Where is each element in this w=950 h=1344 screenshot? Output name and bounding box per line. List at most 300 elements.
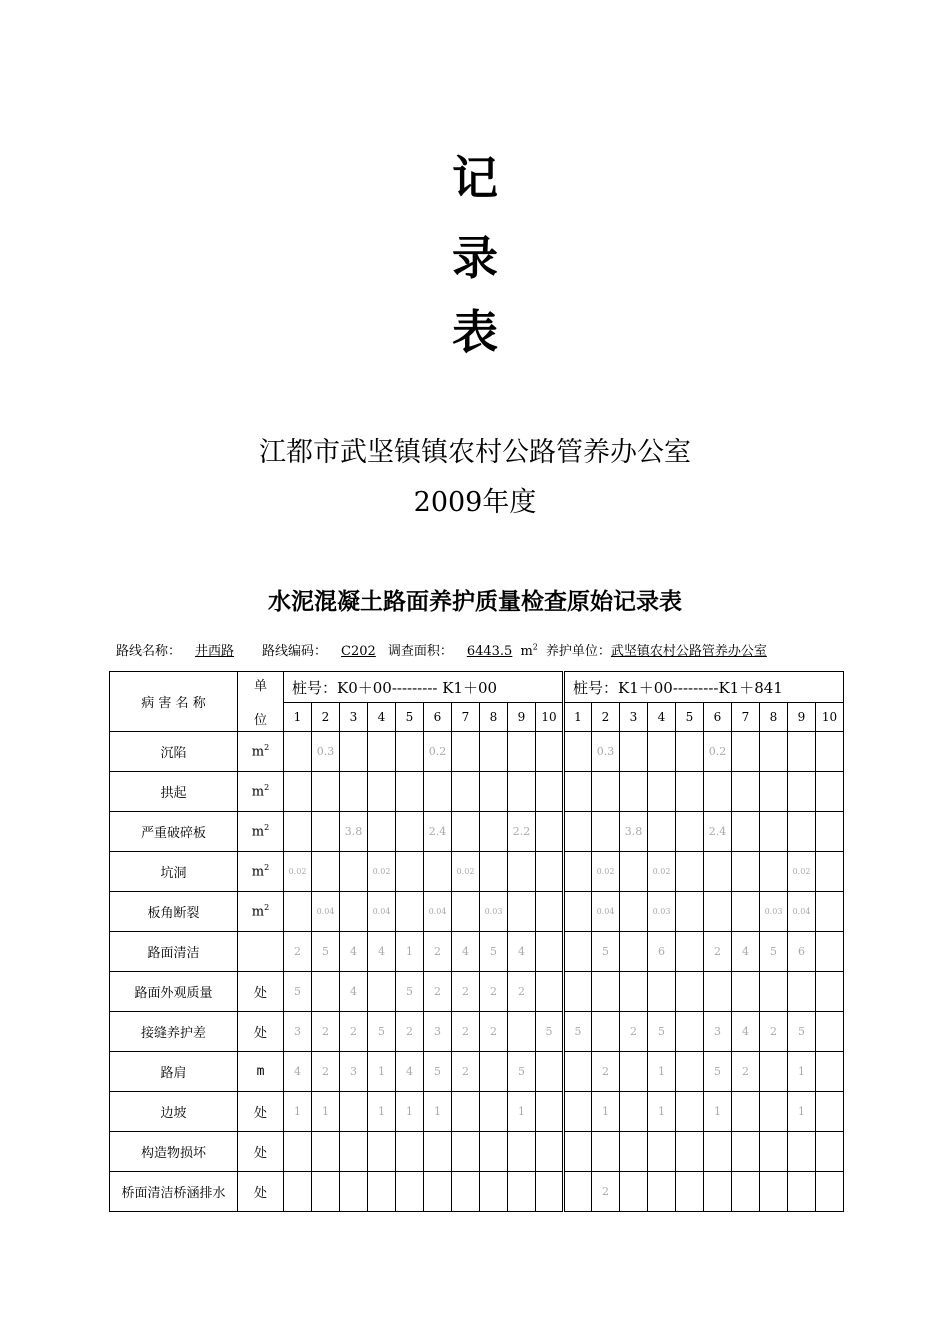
value-cell: 1 [396, 932, 424, 972]
table-row [110, 932, 844, 972]
value-cell: 0.3 [592, 732, 620, 772]
value-cell [452, 1132, 480, 1172]
table-row [110, 772, 844, 812]
value-cell [620, 772, 648, 812]
column-number: 1 [564, 703, 592, 732]
table-row [110, 892, 844, 932]
route-name-value: 井西路 [195, 644, 235, 659]
value-cell: 0.3 [312, 732, 340, 772]
value-cell: 1 [648, 1092, 676, 1132]
value-cell [816, 1172, 844, 1212]
value-cell: 5 [368, 1012, 396, 1052]
column-number: 9 [788, 703, 816, 732]
value-cell [424, 852, 452, 892]
value-cell [312, 1132, 340, 1172]
table-title: 水泥混凝土路面养护质量检查原始记录表 [268, 589, 682, 615]
value-cell: 2 [508, 972, 536, 1012]
cover-char-2: 录 [452, 231, 498, 285]
value-cell [732, 852, 760, 892]
value-cell [676, 932, 704, 972]
value-cell [620, 1052, 648, 1092]
value-cell [424, 772, 452, 812]
header-segment-1: 桩号：K0＋00--------- K1＋00 [284, 672, 564, 703]
value-cell [312, 1172, 340, 1212]
value-cell: 1 [424, 1092, 452, 1132]
value-cell [284, 1132, 312, 1172]
column-number: 7 [732, 703, 760, 732]
value-cell [592, 1012, 620, 1052]
value-cell [396, 1172, 424, 1212]
value-cell [396, 1132, 424, 1172]
value-cell [508, 1012, 536, 1052]
column-number: 3 [620, 703, 648, 732]
value-cell [648, 732, 676, 772]
value-cell [564, 972, 592, 1012]
value-cell: 1 [788, 1092, 816, 1132]
value-cell: 2 [312, 1012, 340, 1052]
value-cell: 0.04 [788, 892, 816, 932]
value-cell [564, 732, 592, 772]
value-cell: 5 [788, 1012, 816, 1052]
disease-name: 路肩 [110, 1052, 238, 1092]
value-cell [760, 1172, 788, 1212]
value-cell [536, 732, 564, 772]
value-cell [396, 892, 424, 932]
value-cell: 1 [312, 1092, 340, 1132]
value-cell [732, 732, 760, 772]
area-value: 6443.5 [466, 644, 513, 659]
value-cell [536, 1092, 564, 1132]
column-number: 10 [816, 703, 844, 732]
value-cell [536, 852, 564, 892]
value-cell [536, 1052, 564, 1092]
value-cell: 6 [648, 932, 676, 972]
meta-line: 路线名称： 井西路 路线编码： C202 调查面积： 6443.5 $m^2$ 养护单位：武坚镇农村公路管养办公室 [116, 642, 767, 659]
unit-cell: $m^2$ [238, 812, 284, 852]
value-cell [284, 772, 312, 812]
unit-cell: 处 [238, 972, 284, 1012]
value-cell [676, 972, 704, 1012]
value-cell [620, 892, 648, 932]
column-number: 6 [704, 703, 732, 732]
value-cell: 1 [648, 1052, 676, 1092]
value-cell [312, 972, 340, 1012]
disease-name: 沉陷 [110, 732, 238, 772]
unit-cell [238, 932, 284, 972]
value-cell [340, 1092, 368, 1132]
value-cell [620, 932, 648, 972]
column-number: 5 [676, 703, 704, 732]
value-cell [816, 972, 844, 1012]
column-number: 6 [424, 703, 452, 732]
value-cell [564, 1172, 592, 1212]
route-name-label: 路线名称： [116, 644, 182, 659]
unit-cell: m [238, 1052, 284, 1092]
unit-cell: $m^2$ [238, 892, 284, 932]
column-number: 7 [452, 703, 480, 732]
value-cell: 3 [704, 1012, 732, 1052]
value-cell: 3.8 [340, 812, 368, 852]
value-cell: 2 [284, 932, 312, 972]
value-cell [396, 852, 424, 892]
unit-cell: 处 [238, 1012, 284, 1052]
value-cell: 5 [760, 932, 788, 972]
value-cell: 3 [340, 1052, 368, 1092]
disease-name: 构造物损坏 [110, 1132, 238, 1172]
value-cell [648, 812, 676, 852]
value-cell [284, 892, 312, 932]
column-number: 3 [340, 703, 368, 732]
unit-cell: $m^2$ [238, 852, 284, 892]
value-cell [704, 852, 732, 892]
value-cell [452, 732, 480, 772]
value-cell [508, 1172, 536, 1212]
value-cell: 2 [480, 1012, 508, 1052]
value-cell [368, 1132, 396, 1172]
value-cell [760, 772, 788, 812]
column-number: 1 [284, 703, 312, 732]
value-cell [424, 1172, 452, 1212]
value-cell: 4 [732, 932, 760, 972]
value-cell [396, 812, 424, 852]
value-cell: 5 [312, 932, 340, 972]
value-cell: 0.04 [592, 892, 620, 932]
value-cell [340, 852, 368, 892]
value-cell: 2 [424, 932, 452, 972]
value-cell [704, 1132, 732, 1172]
value-cell [452, 1092, 480, 1132]
table-row [110, 972, 844, 1012]
value-cell [676, 892, 704, 932]
value-cell [536, 892, 564, 932]
value-cell [788, 812, 816, 852]
value-cell [648, 772, 676, 812]
disease-name: 坑洞 [110, 852, 238, 892]
value-cell [816, 1012, 844, 1052]
value-cell [732, 812, 760, 852]
value-cell: 2 [704, 932, 732, 972]
value-cell [816, 1052, 844, 1092]
value-cell [676, 732, 704, 772]
value-cell [620, 1132, 648, 1172]
value-cell: 5 [564, 1012, 592, 1052]
value-cell [368, 1172, 396, 1212]
value-cell: 4 [284, 1052, 312, 1092]
value-cell [676, 1012, 704, 1052]
organization-name: 江都市武坚镇镇农村公路管养办公室 [259, 437, 691, 468]
value-cell: 2 [396, 1012, 424, 1052]
value-cell: 0.2 [704, 732, 732, 772]
value-cell: 2 [480, 972, 508, 1012]
value-cell: 5 [536, 1012, 564, 1052]
value-cell [620, 972, 648, 1012]
value-cell: 0.02 [788, 852, 816, 892]
value-cell [732, 772, 760, 812]
value-cell [564, 1132, 592, 1172]
value-cell: 5 [480, 932, 508, 972]
value-cell [704, 892, 732, 932]
value-cell [452, 812, 480, 852]
column-number: 8 [760, 703, 788, 732]
value-cell [760, 972, 788, 1012]
value-cell [284, 1172, 312, 1212]
value-cell: 4 [508, 932, 536, 972]
year-label: 2009年度 [413, 487, 537, 518]
value-cell [564, 892, 592, 932]
value-cell [676, 852, 704, 892]
value-cell [648, 1172, 676, 1212]
value-cell: 6 [788, 932, 816, 972]
value-cell: 0.03 [648, 892, 676, 932]
value-cell [536, 812, 564, 852]
value-cell [480, 1132, 508, 1172]
value-cell [816, 812, 844, 852]
value-cell [508, 772, 536, 812]
value-cell: 2 [452, 1012, 480, 1052]
value-cell [816, 892, 844, 932]
value-cell: 0.03 [480, 892, 508, 932]
value-cell [620, 732, 648, 772]
value-cell [340, 1172, 368, 1212]
value-cell [676, 812, 704, 852]
value-cell [704, 972, 732, 1012]
value-cell [564, 812, 592, 852]
value-cell: 0.2 [424, 732, 452, 772]
value-cell: 1 [284, 1092, 312, 1132]
header-disease-name: 病 害 名 称 [110, 672, 238, 732]
value-cell: 0.02 [368, 852, 396, 892]
value-cell [676, 1092, 704, 1132]
value-cell [424, 1132, 452, 1172]
disease-name: 路面外观质量 [110, 972, 238, 1012]
value-cell [592, 1132, 620, 1172]
column-number: 4 [368, 703, 396, 732]
unit-cell: $m^2$ [238, 732, 284, 772]
value-cell: 4 [340, 972, 368, 1012]
value-cell: 0.02 [452, 852, 480, 892]
column-number: 10 [536, 703, 564, 732]
value-cell: 2.4 [704, 812, 732, 852]
column-number: 2 [592, 703, 620, 732]
value-cell [536, 932, 564, 972]
value-cell: 2 [452, 972, 480, 1012]
disease-name: 路面清洁 [110, 932, 238, 972]
value-cell [816, 1132, 844, 1172]
value-cell [284, 732, 312, 772]
value-cell: 4 [452, 932, 480, 972]
value-cell: 2 [732, 1052, 760, 1092]
value-cell: 2 [452, 1052, 480, 1092]
value-cell [732, 1132, 760, 1172]
value-cell [760, 1092, 788, 1132]
value-cell [480, 852, 508, 892]
value-cell: 2.4 [424, 812, 452, 852]
value-cell: 0.04 [424, 892, 452, 932]
value-cell [788, 732, 816, 772]
value-cell [340, 892, 368, 932]
area-unit: m [520, 644, 533, 659]
value-cell [340, 772, 368, 812]
value-cell [732, 1092, 760, 1132]
value-cell: 3 [424, 1012, 452, 1052]
column-number: 8 [480, 703, 508, 732]
value-cell: 2 [620, 1012, 648, 1052]
value-cell [620, 852, 648, 892]
value-cell: 0.02 [592, 852, 620, 892]
disease-name: 严重破碎板 [110, 812, 238, 852]
value-cell [816, 732, 844, 772]
value-cell [564, 1092, 592, 1132]
disease-name: 拱起 [110, 772, 238, 812]
value-cell [648, 972, 676, 1012]
value-cell: 5 [284, 972, 312, 1012]
value-cell [312, 852, 340, 892]
unit-cell: 处 [238, 1132, 284, 1172]
value-cell [816, 772, 844, 812]
value-cell [564, 1052, 592, 1092]
value-cell [564, 932, 592, 972]
value-cell [788, 972, 816, 1012]
value-cell [480, 732, 508, 772]
value-cell [508, 852, 536, 892]
value-cell: 4 [732, 1012, 760, 1052]
value-cell [760, 1132, 788, 1172]
value-cell: 2 [760, 1012, 788, 1052]
value-cell [760, 812, 788, 852]
value-cell [340, 1132, 368, 1172]
value-cell: 0.02 [284, 852, 312, 892]
value-cell [564, 772, 592, 812]
value-cell: 4 [340, 932, 368, 972]
header-unit: 单 位 [238, 672, 284, 732]
value-cell [648, 1132, 676, 1172]
maint-unit-label: 养护单位： [545, 644, 611, 659]
value-cell [816, 852, 844, 892]
area-label: 调查面积： [387, 644, 453, 659]
value-cell [368, 972, 396, 1012]
value-cell [732, 972, 760, 1012]
value-cell: 0.02 [648, 852, 676, 892]
value-cell [760, 852, 788, 892]
value-cell [536, 1172, 564, 1212]
disease-name: 接缝养护差 [110, 1012, 238, 1052]
value-cell: 5 [704, 1052, 732, 1092]
value-cell [564, 852, 592, 892]
value-cell [480, 772, 508, 812]
value-cell [452, 1172, 480, 1212]
column-number: 5 [396, 703, 424, 732]
value-cell [284, 812, 312, 852]
value-cell: 2 [340, 1012, 368, 1052]
value-cell [620, 1172, 648, 1212]
value-cell [592, 972, 620, 1012]
value-cell [452, 892, 480, 932]
value-cell: 1 [368, 1092, 396, 1132]
value-cell [480, 1172, 508, 1212]
cover-char-3: 表 [452, 305, 498, 359]
value-cell [508, 732, 536, 772]
table-row [110, 1012, 844, 1052]
value-cell: 5 [508, 1052, 536, 1092]
value-cell: 2 [592, 1172, 620, 1212]
table-row [110, 732, 844, 772]
unit-cell: 处 [238, 1092, 284, 1132]
value-cell: 5 [424, 1052, 452, 1092]
maint-unit-value: 武坚镇农村公路管养办公室 [610, 644, 767, 659]
column-number: 4 [648, 703, 676, 732]
value-cell [368, 732, 396, 772]
value-cell [732, 1172, 760, 1212]
value-cell [676, 772, 704, 812]
value-cell [536, 1132, 564, 1172]
table-row [110, 1052, 844, 1092]
value-cell: 5 [592, 932, 620, 972]
value-cell: 5 [396, 972, 424, 1012]
column-number: 9 [508, 703, 536, 732]
value-cell [620, 1092, 648, 1132]
value-cell: 1 [368, 1052, 396, 1092]
table-row [110, 1172, 844, 1212]
value-cell: 5 [648, 1012, 676, 1052]
value-cell: 1 [396, 1092, 424, 1132]
value-cell [368, 812, 396, 852]
value-cell [816, 1092, 844, 1132]
value-cell [676, 1132, 704, 1172]
value-cell: 0.03 [760, 892, 788, 932]
value-cell: 3.8 [620, 812, 648, 852]
value-cell: 1 [592, 1092, 620, 1132]
value-cell: 0.04 [312, 892, 340, 932]
value-cell: 3 [284, 1012, 312, 1052]
header-segment-2: 桩号：K1＋00---------K1＋841 [564, 672, 844, 703]
value-cell: 1 [704, 1092, 732, 1132]
value-cell: 1 [508, 1092, 536, 1132]
value-cell [788, 1132, 816, 1172]
value-cell [704, 1172, 732, 1212]
table-row [110, 852, 844, 892]
disease-name: 边坡 [110, 1092, 238, 1132]
table-row [110, 1132, 844, 1172]
value-cell [396, 732, 424, 772]
value-cell [704, 772, 732, 812]
value-cell [732, 892, 760, 932]
value-cell [340, 732, 368, 772]
value-cell [536, 772, 564, 812]
unit-cell: $m^2$ [238, 772, 284, 812]
value-cell [452, 772, 480, 812]
value-cell [676, 1172, 704, 1212]
value-cell: 2 [312, 1052, 340, 1092]
value-cell [312, 772, 340, 812]
value-cell: 2 [592, 1052, 620, 1092]
value-cell [676, 1052, 704, 1092]
unit-cell: 处 [238, 1172, 284, 1212]
value-cell [592, 772, 620, 812]
value-cell: 4 [396, 1052, 424, 1092]
value-cell [760, 732, 788, 772]
value-cell [368, 772, 396, 812]
value-cell: 1 [788, 1052, 816, 1092]
value-cell [788, 772, 816, 812]
value-cell [536, 972, 564, 1012]
route-code-label: 路线编码： [262, 644, 328, 659]
column-number: 2 [312, 703, 340, 732]
value-cell: 2.2 [508, 812, 536, 852]
value-cell [508, 1132, 536, 1172]
value-cell [508, 892, 536, 932]
value-cell [480, 1052, 508, 1092]
value-cell [480, 812, 508, 852]
